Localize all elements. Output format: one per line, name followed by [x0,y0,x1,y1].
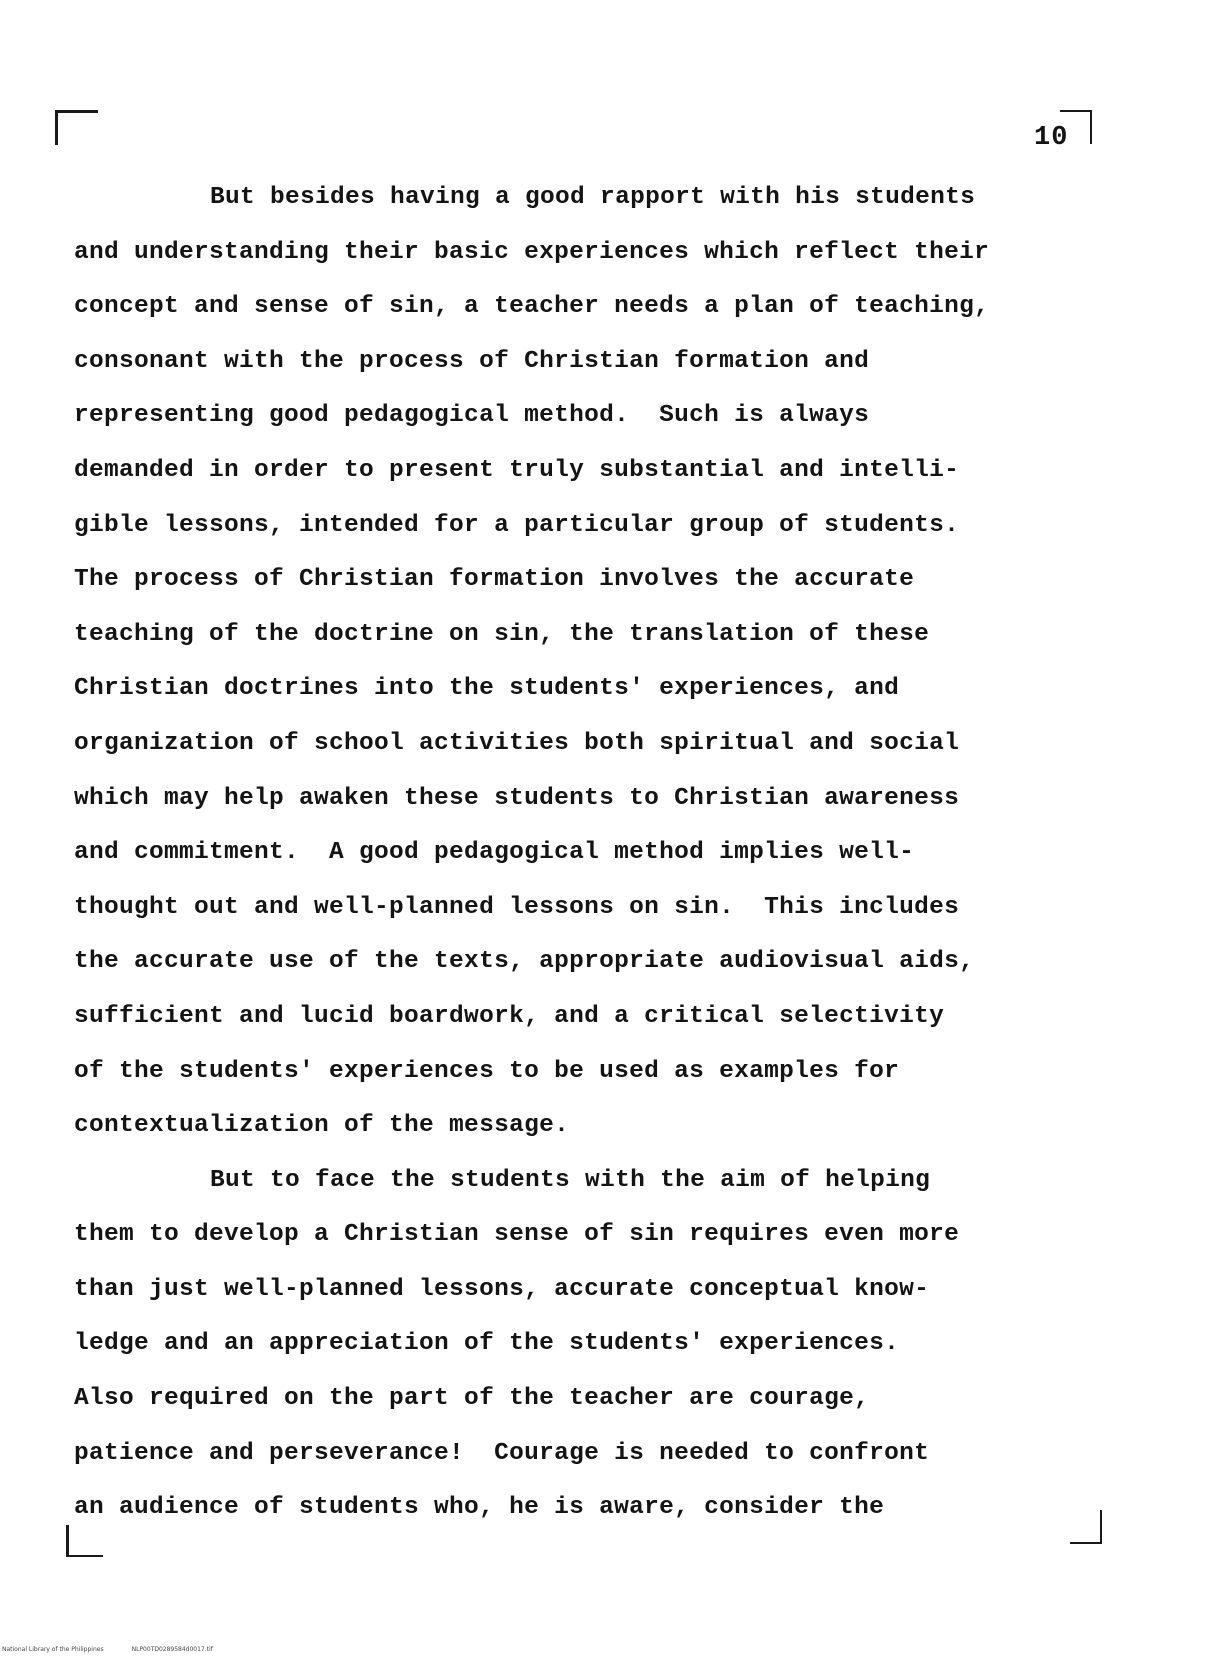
text-line: and commitment. A good pedagogical method implies well- [74,839,915,867]
text-line: an audience of students who, he is aware, consider the [74,1494,885,1522]
text-line: contextualization of the message. [74,1112,570,1140]
library-credit: National Library of the Philippines [2,1646,104,1653]
crop-mark-top-left [55,110,98,145]
text-line: ledge and an appreciation of the students' experiences. [74,1330,900,1358]
scan-footer [2,1646,241,1653]
text-line: the accurate use of the texts, appropriate audiovisual aids, [74,948,975,976]
text-line: Also required on the part of the teacher are courage, [74,1385,870,1413]
text-line: teaching of the doctrine on sin, the translation of these [74,620,930,648]
file-id: NLP00TD0289584d0017.tif [131,1646,213,1653]
page-number: 10 [1034,123,1069,153]
text-line: consonant with the process of Christian formation and [74,347,870,375]
text-line: gible lessons, intended for a particular group of students. [74,511,960,539]
text-line: patience and perseverance! Courage is needed to confront [74,1439,930,1467]
text-line: The process of Christian formation involves the accurate [74,566,915,594]
text-line: But besides having a good rapport with his students [210,184,976,211]
text-line: concept and sense of sin, a teacher needs a plan of teaching, [74,293,990,321]
text-line: representing good pedagogical method. Such is always [74,402,870,430]
text-line: Christian doctrines into the students' experiences, and [74,675,900,703]
text-line: them to develop a Christian sense of sin requires even more [74,1221,960,1249]
text-line: and understanding their basic experiences which reflect their [74,238,990,266]
text-line: thought out and well-planned lessons on sin. This includes [74,893,960,921]
text-line: of the students' experiences to be used as examples for [74,1057,900,1085]
text-line: which may help awaken these students to Christian awareness [74,784,960,812]
body-text [74,178,1134,1543]
text-line: organization of school activities both spiritual and social [74,729,960,757]
text-line: than just well-planned lessons, accurate conceptual know- [74,1275,930,1303]
text-line: demanded in order to present truly substantial and intelli- [74,456,960,484]
text-line: But to face the students with the aim of helping [210,1166,931,1194]
text-line: sufficient and lucid boardwork, and a critical selectivity [74,1002,945,1030]
